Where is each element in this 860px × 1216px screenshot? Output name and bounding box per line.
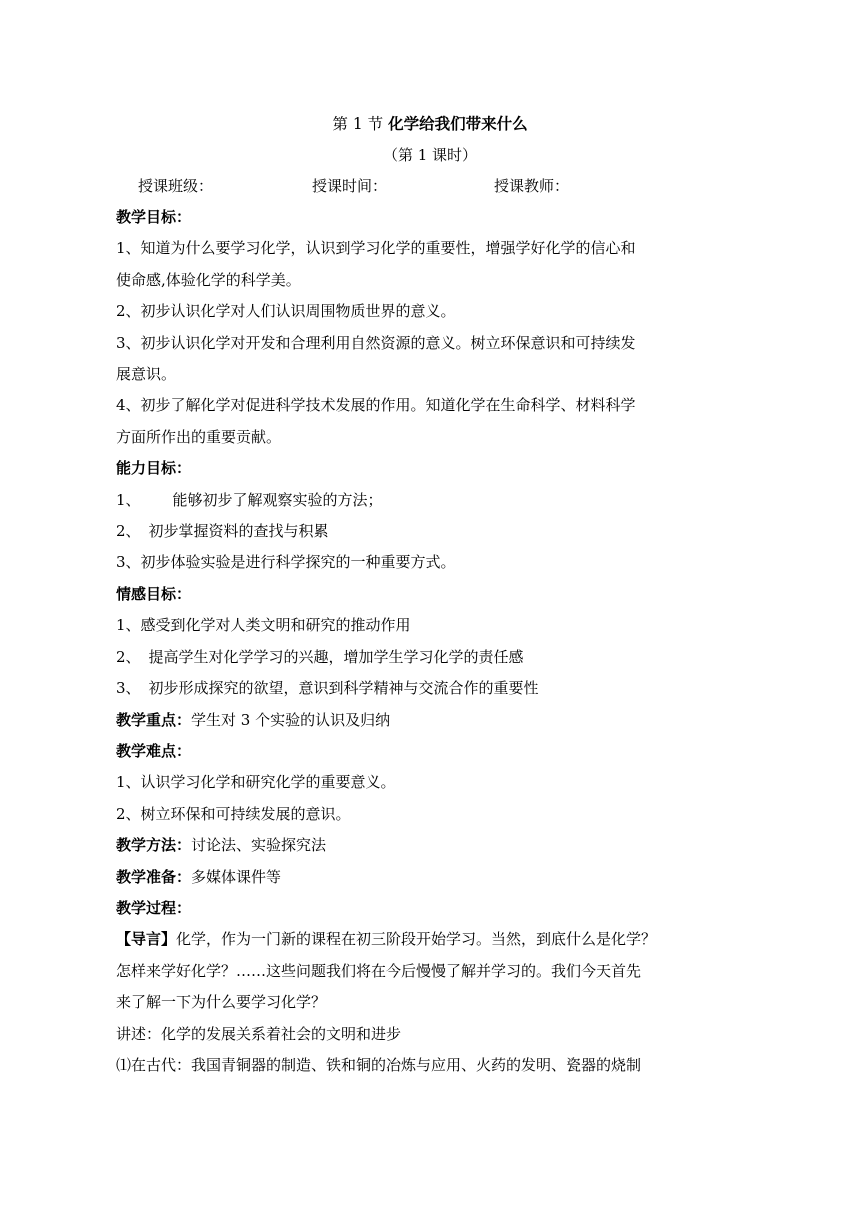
ability-goal-3: 3、初步体验实验是进行科学探究的一种重要方式。 [116,553,456,572]
process-ancient: ⑴在古代：我国青铜器的制造、铁和铜的冶炼与应用、火药的发明、瓷器的烧制 [116,1055,642,1074]
title-prefix: 第 1 节 [332,115,384,133]
method-text: 讨论法、实验探究法 [191,836,327,855]
page-subtitle: （第 1 课时） [382,146,478,164]
teaching-method [116,830,744,861]
intro-label: 【导言】 [116,930,177,949]
ability-goal-2-text: 初步掌握资料的查找与积累 [148,522,329,541]
lesson-meta [116,170,744,202]
page-title [116,108,744,140]
key-point-text: 学生对 3 个实验的认识及归纳 [191,710,391,729]
teaching-goal-3-line1: 3、初步认识化学对开发和合理利用自然资源的意义。树立环保意识和可持续发 [116,333,636,352]
teacher-label: 授课教师： [494,177,570,195]
process-heading: 教学过程： [116,898,192,917]
difficulty-1: 1、认识学习化学和研究化学的重要意义。 [116,773,396,792]
title-main: 化学给我们带来什么 [388,114,528,133]
ability-goal-2 [116,516,744,547]
preparation-label: 教学准备： [116,867,192,886]
process-intro-line2: 怎样来学好化学？……这些问题我们将在今后慢慢了解并学习的。我们今天首先 [116,961,642,980]
emotion-goal-3-num: 3、 [116,679,141,698]
ability-goal-1 [116,485,744,516]
process-lecture: 讲述：化学的发展关系着社会的文明和进步 [116,1024,402,1043]
teaching-goal-2: 2、初步认识化学对人们认识周围物质世界的意义。 [116,302,456,321]
difficulty-2: 2、树立环保和可持续发展的意识。 [116,804,351,823]
ability-goal-1-num: 1、 [116,490,141,509]
method-label: 教学方法： [116,836,192,855]
key-point-label: 教学重点： [116,710,192,729]
process-intro-line3: 来了解一下为什么要学习化学？ [116,993,327,1012]
emotion-goal-3-text: 初步形成探究的欲望，意识到科学精神与交流合作的重要性 [148,679,539,698]
emotion-goal-2-num: 2、 [116,647,141,666]
emotion-goal-2-text: 提高学生对化学学习的兴趣，增加学生学习化学的责任感 [148,647,524,666]
process-intro-line1 [116,924,744,955]
emotion-goal-2 [116,642,744,673]
time-label: 授课时间： [312,177,388,195]
emotion-goal-1: 1、感受到化学对人类文明和研究的推动作用 [116,616,411,635]
key-point [116,705,744,736]
teaching-goal-1-line1: 1、知道为什么要学习化学，认识到学习化学的重要性，增强学好化学的信心和 [116,239,636,258]
ability-goals-heading: 能力目标： [116,459,192,478]
intro-text-1: 化学，作为一门新的课程在初三阶段开始学习。当然，到底什么是化学？ [176,930,657,949]
difficulty-heading: 教学难点： [116,741,192,760]
ability-goal-1-text: 能够初步了解观察实验的方法； [172,490,383,509]
teaching-preparation [116,862,744,893]
teaching-goal-4-line1: 4、初步了解化学对促进科学技术发展的作用。知道化学在生命科学、材料科学 [116,396,636,415]
ability-goal-2-num: 2、 [116,522,141,541]
teaching-goals-heading: 教学目标： [116,208,192,226]
teaching-goal-3-line2: 展意识。 [116,365,177,384]
class-label: 授课班级： [138,177,214,195]
emotion-goal-3 [116,673,744,704]
teaching-goal-1-line2: 使命感,体验化学的科学美。 [116,270,301,289]
lesson-plan-page [116,108,744,1081]
teaching-goal-4-line2: 方面所作出的重要贡献。 [116,427,282,446]
preparation-text: 多媒体课件等 [191,867,282,886]
emotion-goals-heading: 情感目标： [116,584,192,603]
